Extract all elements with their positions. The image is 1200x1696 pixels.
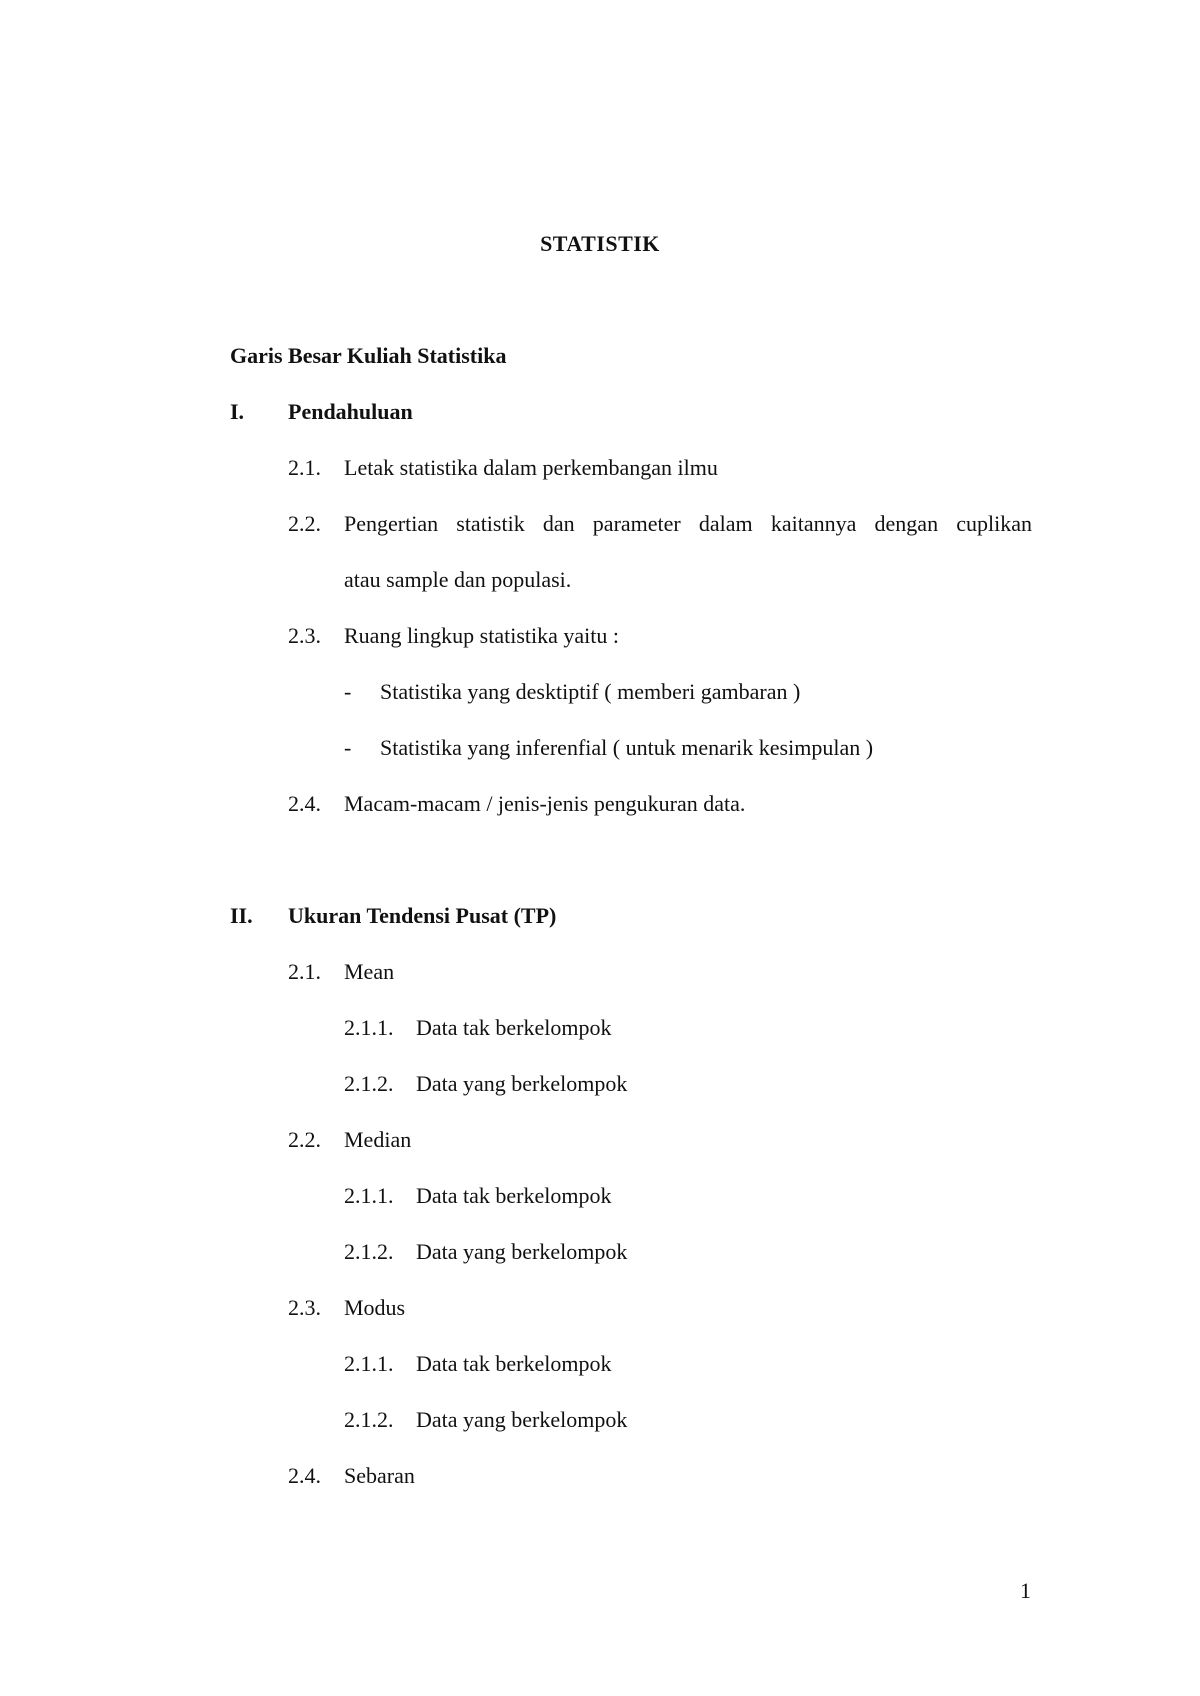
item-text: Pengertian statistik dan parameter dalam kaitannya dengan cuplikan <box>344 511 1032 536</box>
subitem-text: Data tak berkelompok <box>416 1015 612 1040</box>
document-title: STATISTIK <box>540 231 660 256</box>
item-number: 2.4. <box>288 1463 321 1488</box>
item-number: 2.2. <box>288 1127 321 1152</box>
item-text: Modus <box>344 1295 406 1320</box>
subitem-number: 2.1.2. <box>344 1239 394 1264</box>
item-number: 2.3. <box>288 623 321 648</box>
subitem-number: 2.1.1. <box>344 1183 394 1208</box>
subitem-text: Data yang berkelompok <box>416 1239 628 1264</box>
subitem-text: Data tak berkelompok <box>416 1351 612 1376</box>
bullet-text: Statistika yang desktiptif ( memberi gambaran ) <box>380 679 801 704</box>
item-number: 2.4. <box>288 791 321 816</box>
document-subtitle: Garis Besar Kuliah Statistika <box>230 343 507 368</box>
item-number: 2.3. <box>288 1295 321 1320</box>
subitem-number: 2.1.2. <box>344 1407 394 1432</box>
subitem-text: Data tak berkelompok <box>416 1183 612 1208</box>
item-text: Median <box>344 1127 412 1152</box>
item-number: 2.1. <box>288 455 321 480</box>
subitem-number: 2.1.2. <box>344 1071 394 1096</box>
item-number: 2.2. <box>288 511 321 536</box>
subitem-text: Data yang berkelompok <box>416 1071 628 1096</box>
bullet-text: Statistika yang inferenfial ( untuk menarik kesimpulan ) <box>380 735 874 760</box>
item-text: Ruang lingkup statistika yaitu : <box>344 623 619 648</box>
page-number: 1 <box>1020 1578 1031 1603</box>
item-text: Mean <box>344 959 395 984</box>
item-text: Letak statistika dalam perkembangan ilmu <box>344 455 718 480</box>
bullet-dash: - <box>344 735 352 760</box>
item-text: Macam-macam / jenis-jenis pengukuran data. <box>344 791 746 816</box>
subitem-number: 2.1.1. <box>344 1351 394 1376</box>
item-text-continuation: atau sample dan populasi. <box>344 567 572 592</box>
section-2-numeral: II. <box>230 903 253 928</box>
item-number: 2.1. <box>288 959 321 984</box>
subitem-number: 2.1.1. <box>344 1015 394 1040</box>
bullet-dash: - <box>344 679 352 704</box>
section-2-heading: Ukuran Tendensi Pusat (TP) <box>288 903 557 928</box>
section-1-numeral: I. <box>230 399 245 424</box>
item-text: Sebaran <box>344 1463 415 1488</box>
subitem-text: Data yang berkelompok <box>416 1407 628 1432</box>
section-1-heading: Pendahuluan <box>288 399 413 424</box>
